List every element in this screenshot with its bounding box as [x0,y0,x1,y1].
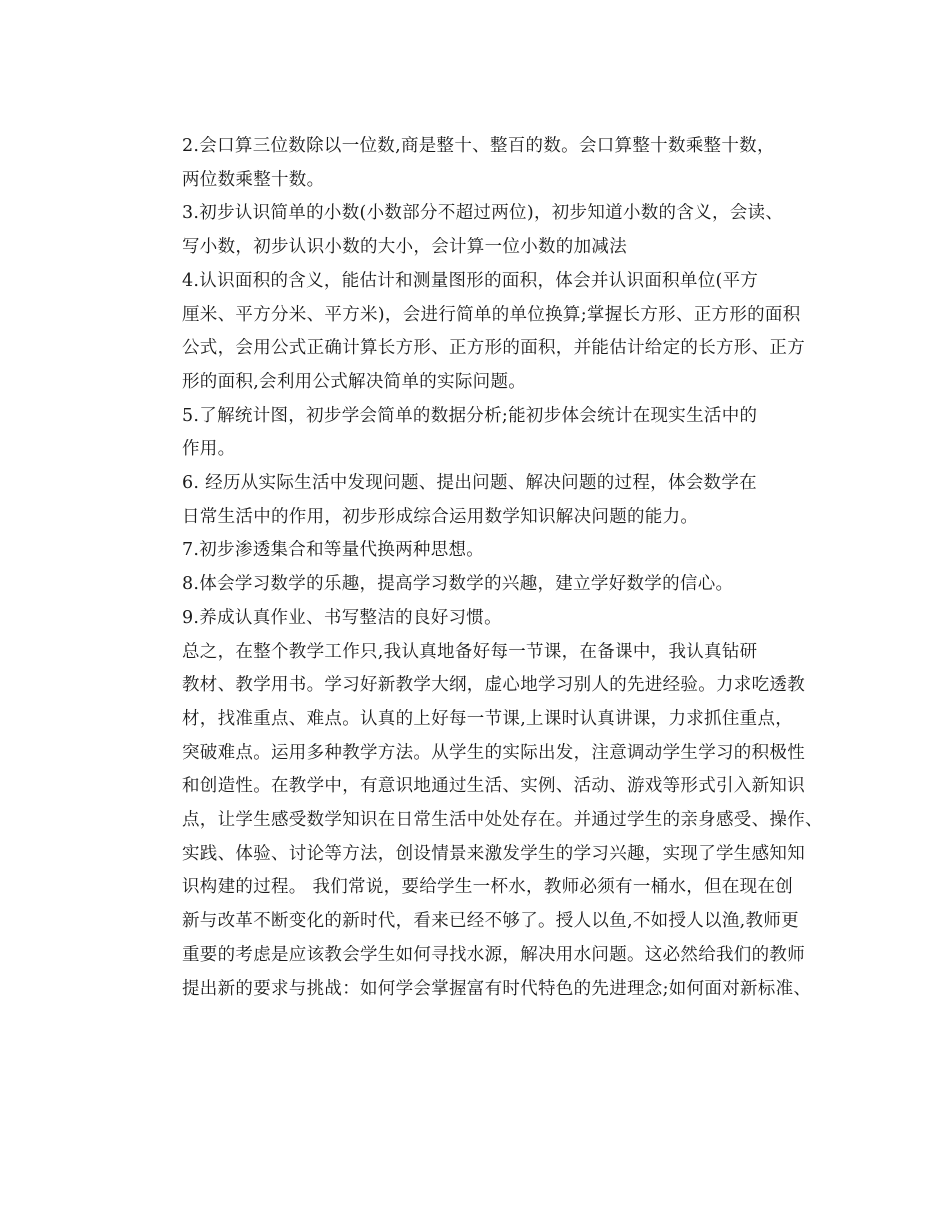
text-line: 两位数乘整十数。 [182,169,325,190]
paragraph-item-5 [146,400,806,467]
text-line: 写小数，初步认识小数的大小，会计算一位小数的加减法 [182,237,627,258]
text-line: 5.了解统计图，初步学会简单的数据分析;能初步体会统计在现实生活中的 [182,405,758,426]
text-line: 教材、教学用书。学习好新教学大纲，虚心地学习别人的先进经验。力求吃透教 [182,675,805,696]
paragraph-item-3 [146,197,806,264]
text-line: 点，让学生感受数学知识在日常生活中处处存在。并通过学生的亲身感受、操作、 [182,810,823,831]
paragraph-item-4 [146,265,806,400]
paragraph-item-7 [146,534,806,568]
text-line: 实践、体验、讨论等方法，创设情景来激发学生的学习兴趣，实现了学生感知知 [182,843,805,864]
text-line: 厘米、平方分米、平方米)，会进行简单的单位换算;掌握长方形、正方形的面积 [182,304,801,325]
text-line: 重要的考虑是应该教会学生如何寻找水源，解决用水问题。这必然给我们的教师 [182,944,805,965]
text-line: 3.初步认识简单的小数(小数部分不超过两位)，初步知道小数的含义，会读、 [182,203,784,224]
text-line: 识构建的过程。 我们常说，要给学生一杯水，教师必须有一桶水，但在现在创 [182,877,794,898]
text-line: 作用。 [182,439,236,460]
text-line: 6. 经历从实际生活中发现问题、提出问题、解决问题的过程，体会数学在 [182,473,757,494]
text-line: 2.会口算三位数除以一位数,商是整十、整百的数。会口算整十数乘整十数， [182,136,775,156]
text-line: 8.体会学习数学的乐趣，提高学习数学的兴趣，建立学好数学的信心。 [182,574,734,595]
text-line: 9.养成认真作业、书写整洁的良好习惯。 [182,607,502,628]
paragraph-summary [146,636,823,1007]
paragraph-item-8 [146,568,806,602]
paragraph-item-2 [146,130,806,197]
document-body [146,130,823,1006]
text-line: 形的面积,会利用公式解决简单的实际问题。 [182,371,527,392]
paragraph-item-6 [146,467,806,534]
text-line: 日常生活中的作用，初步形成综合运用数学知识解决问题的能力。 [182,506,699,527]
text-line: 提出新的要求与挑战：如何学会掌握富有时代特色的先进理念;如何面对新标准、 [182,978,812,999]
text-line: 7.初步渗透集合和等量代换两种思想。 [182,540,485,561]
text-line: 公式，会用公式正确计算长方形、正方形的面积，并能估计给定的长方形、正方 [182,338,805,359]
text-line: 新与改革不断变化的新时代，看来已经不够了。授人以鱼,不如授人以渔,教师更 [182,911,799,932]
paragraph-item-9 [146,602,806,636]
text-line: 材，找准重点、难点。认真的上好每一节课,上课时认真讲课，力求抓住重点， [182,708,794,729]
text-line: 4.认识面积的含义，能估计和测量图形的面积，体会并认识面积单位(平方 [182,270,759,291]
text-line: 突破难点。运用多种教学方法。从学生的实际出发，注意调动学生学习的积极性 [182,742,805,763]
text-line: 总之，在整个教学工作只,我认真地备好每一节课，在备课中，我认真钻研 [182,641,758,662]
text-line: 和创造性。在教学中，有意识地通过生活、实例、活动、游戏等形式引入新知识 [182,776,805,797]
